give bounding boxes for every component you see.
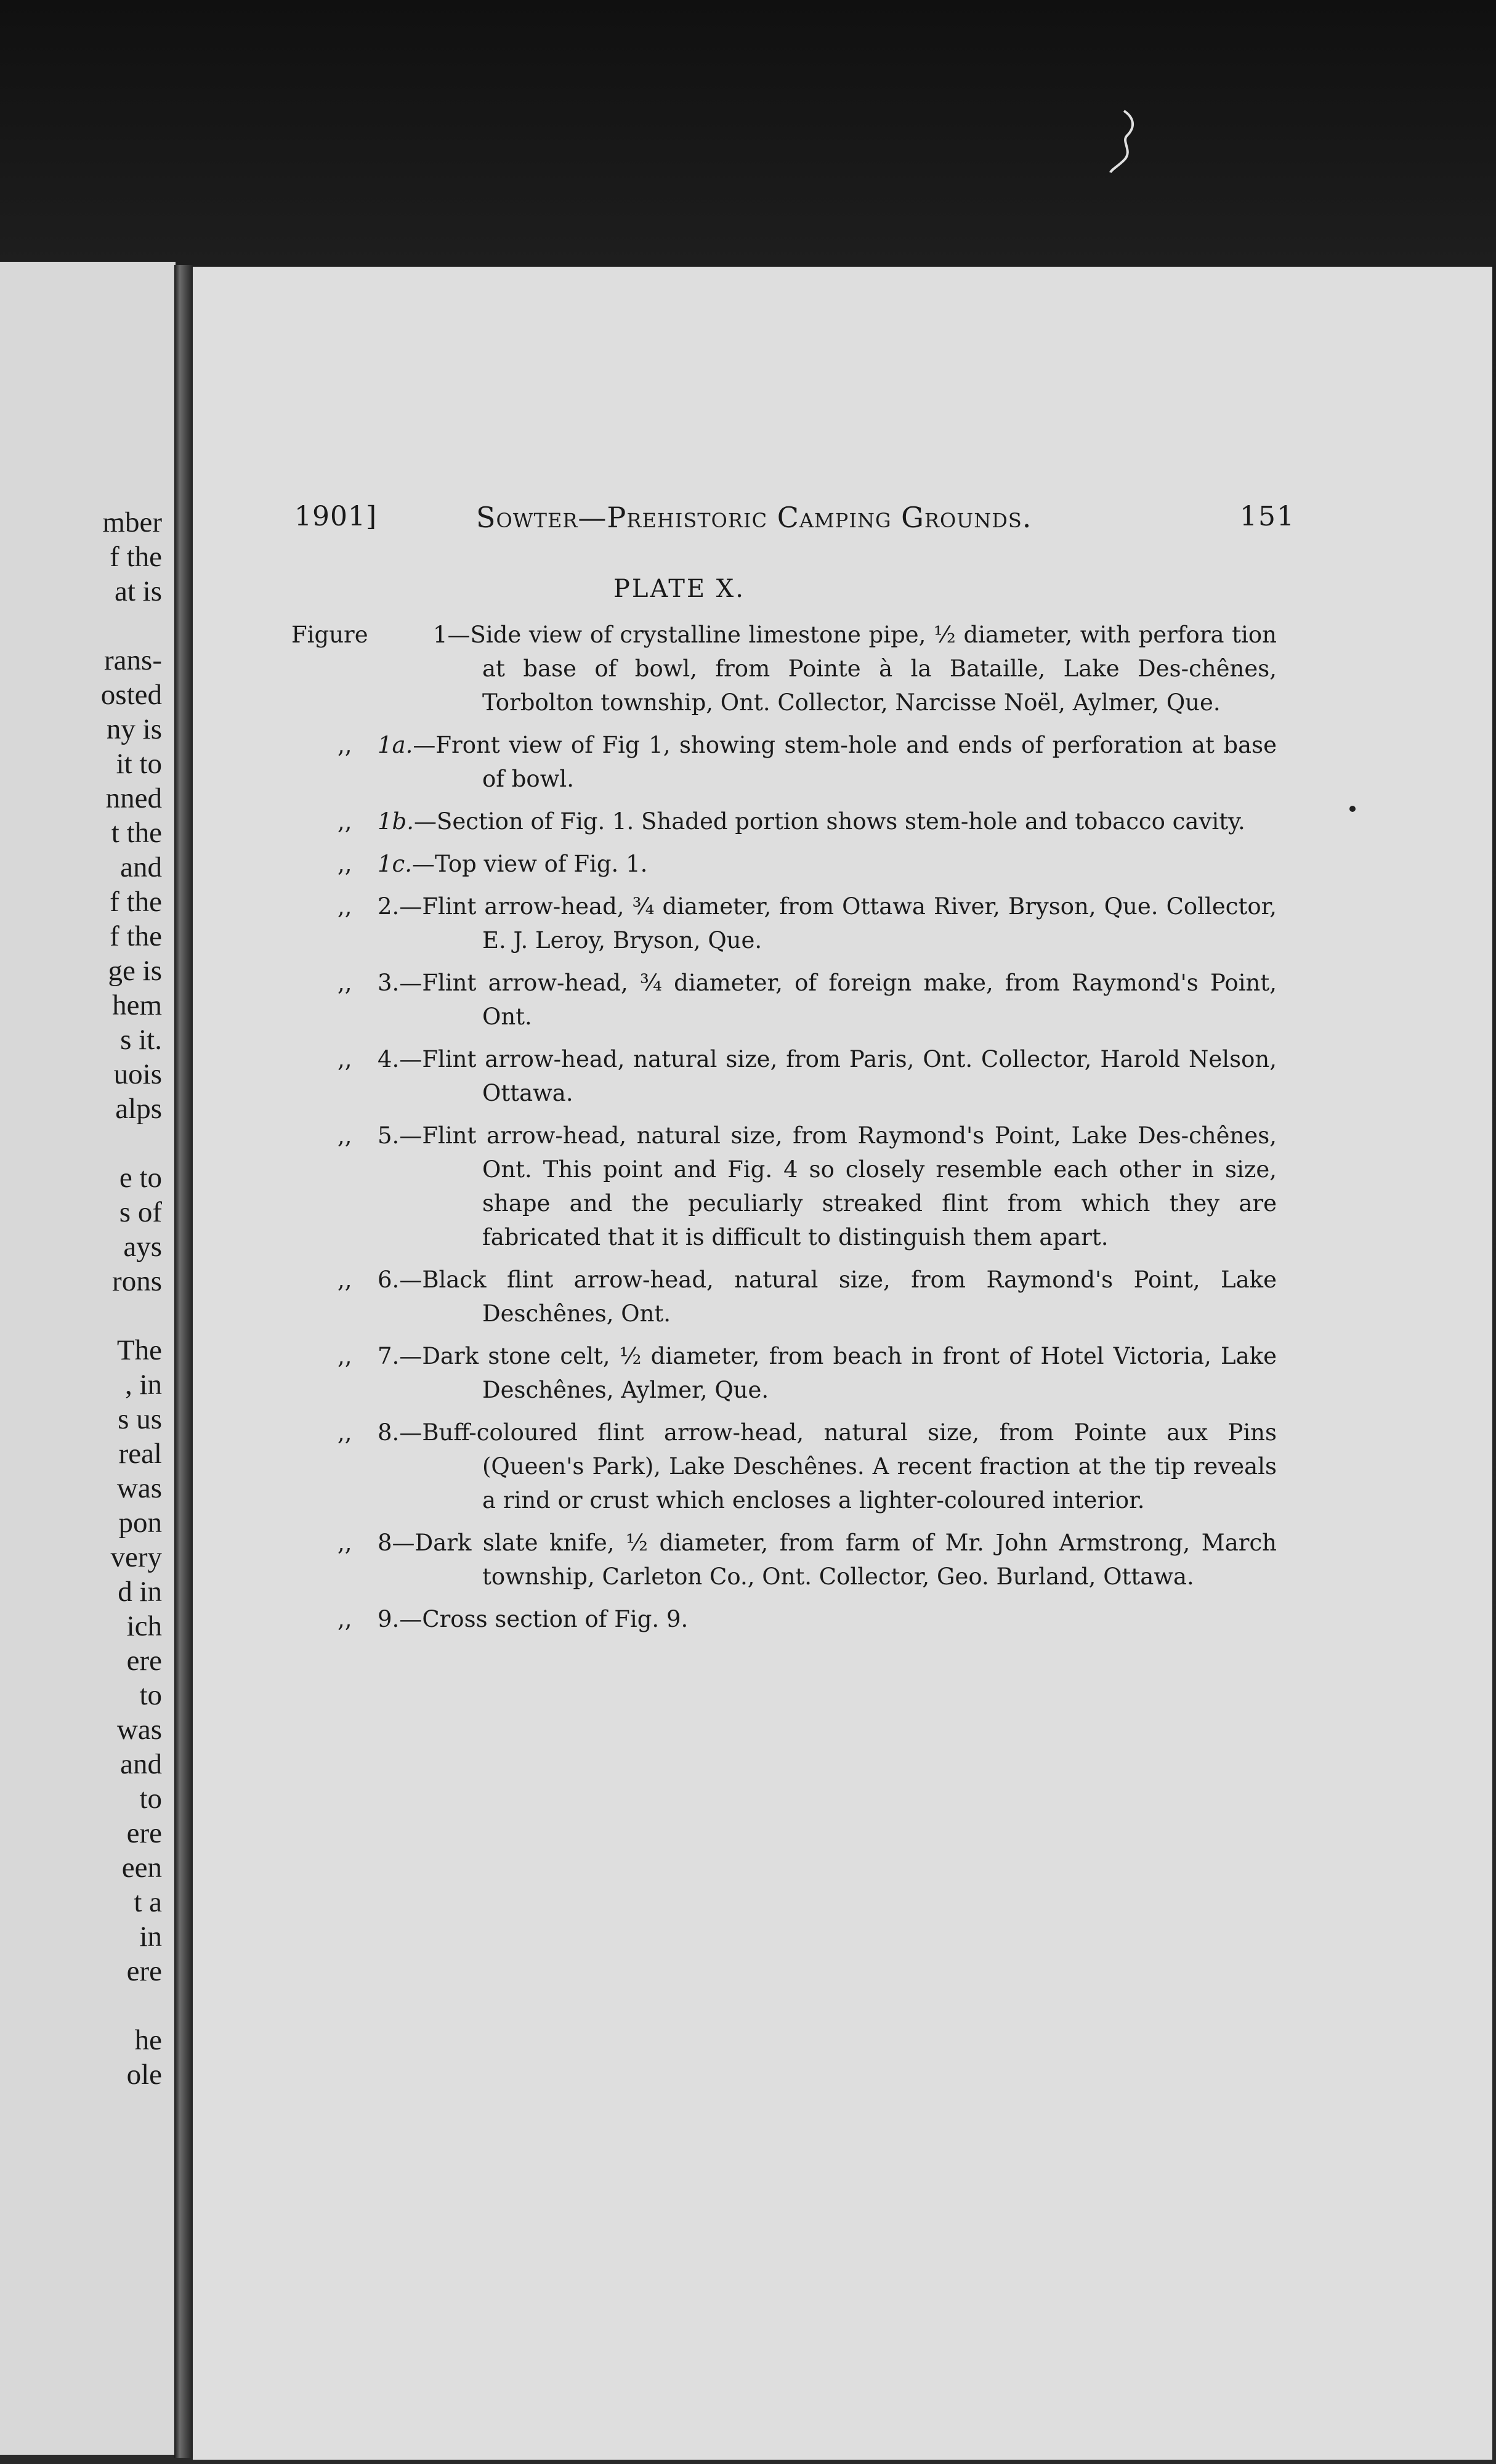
previous-page-fragment — [0, 262, 176, 2455]
figure-entry — [291, 1526, 1277, 1594]
figure-number: 9. — [378, 1606, 400, 1632]
left-page-line: ny is — [106, 713, 162, 745]
figure-entry — [291, 1602, 1277, 1636]
figure-number: 4. — [378, 1046, 400, 1072]
left-page-line: mber — [102, 506, 162, 538]
left-page-line: ere — [126, 1955, 162, 1987]
left-page-line: it to — [116, 748, 162, 780]
ditto-mark: ,, — [338, 1419, 352, 1446]
figure-text: —Front view of Fig 1, showing stem-hole and ends of perforation at base of bowl. — [413, 732, 1277, 792]
figure-number: 1a. — [378, 732, 413, 758]
figure-text: —Flint arrow-head, natural size, from Raymond's Point, Lake Des-chênes, Ont. This point and Fig. 4 so closely resemble each other in size, shape and the peculiarly streaked flint from which they are fabricated that it is difficult to distinguish them apart. — [399, 1122, 1277, 1250]
figure-entry — [291, 804, 1277, 838]
left-page-line: and — [120, 851, 162, 883]
ditto-mark: ,, — [338, 851, 352, 877]
plate-heading: PLATE X. — [613, 575, 745, 603]
left-page-line: ich — [126, 1610, 162, 1642]
figure-text: —Flint arrow-head, ¾ diameter, of foreign make, from Raymond's Point, Ont. — [399, 970, 1277, 1030]
left-page-line: s of — [119, 1196, 162, 1228]
left-page-line: ays — [123, 1231, 162, 1263]
left-page-line: rons — [112, 1265, 162, 1297]
figure-entry — [291, 728, 1277, 796]
left-page-line: s it. — [120, 1024, 162, 1056]
ink-speck — [1349, 806, 1356, 812]
figure-text: —Side view of crystalline limestone pipe, ½ diameter, with perfora tion at base of bowl, from Pointe à la Bataille, Lake Des-chênes, Torbolton township, Ont. Collector, Narcisse Noël, Aylmer, Que. — [447, 622, 1277, 716]
ditto-mark: ,, — [338, 1343, 352, 1369]
figure-number: 6. — [378, 1266, 400, 1293]
figure-number: 1 — [433, 622, 448, 648]
ditto-mark: ,, — [338, 1046, 352, 1072]
left-page-line: hem — [112, 989, 162, 1021]
left-page-line: t a — [134, 1886, 162, 1918]
figure-number: 8. — [378, 1419, 400, 1446]
figure-entry — [291, 847, 1277, 881]
figure-lead-word: Figure — [291, 622, 368, 648]
figure-description — [291, 804, 1277, 838]
figure-description — [291, 1526, 1277, 1594]
book-page — [193, 267, 1492, 2460]
left-page-line: d in — [118, 1576, 162, 1608]
running-head — [294, 501, 1295, 538]
book-gutter — [174, 265, 193, 2458]
figure-description — [291, 890, 1277, 957]
left-page-line: he — [134, 2024, 162, 2056]
figure-text: —Dark stone celt, ½ diameter, from beach in front of Hotel Victoria, Lake Deschênes, Aylmer, Que. — [399, 1343, 1277, 1403]
figure-text: —Cross section of Fig. 9. — [399, 1606, 689, 1632]
running-head-title: Sowter—Prehistoric Camping Grounds. — [476, 501, 1032, 534]
figure-entry — [291, 1339, 1277, 1407]
plate-figure-list — [291, 618, 1277, 1645]
figure-number: 5. — [378, 1122, 400, 1149]
ditto-mark: ,, — [338, 1266, 352, 1293]
figure-description — [291, 1119, 1277, 1254]
left-page-line: was — [116, 1714, 162, 1746]
figure-text: —Top view of Fig. 1. — [412, 851, 648, 877]
figure-entry — [291, 1119, 1277, 1254]
figure-description — [291, 847, 1277, 881]
figure-number: 1b. — [378, 808, 414, 835]
ditto-mark: ,, — [338, 1606, 352, 1632]
figure-description — [291, 966, 1277, 1034]
left-page-line: to — [139, 1783, 162, 1815]
page-number: 151 — [1240, 501, 1295, 532]
figure-text: —Black flint arrow-head, natural size, from Raymond's Point, Lake Deschênes, Ont. — [399, 1266, 1277, 1327]
figure-number: 8 — [378, 1530, 392, 1556]
figure-number: 7. — [378, 1343, 400, 1369]
left-page-line: een — [121, 1852, 162, 1884]
figure-description — [291, 1602, 1277, 1636]
figure-entry — [291, 618, 1277, 719]
figure-description — [291, 1339, 1277, 1407]
left-page-line: ere — [126, 1817, 162, 1849]
left-page-line: nned — [105, 782, 162, 814]
figure-number: 3. — [378, 970, 400, 996]
figure-description — [291, 728, 1277, 796]
left-page-line: e to — [119, 1162, 162, 1194]
left-page-line: real — [118, 1438, 162, 1470]
ditto-mark: ,, — [338, 893, 352, 920]
figure-description — [291, 1042, 1277, 1110]
figure-text: —Buff-coloured flint arrow-head, natural size, from Pointe aux Pins (Queen's Park), Lake Deschênes. A recent fraction at the tip reveals a rind or crust which encloses a lighter-coloured interior. — [399, 1419, 1277, 1514]
figure-description — [291, 618, 1277, 719]
left-page-line: f the — [110, 920, 162, 952]
figure-number: 1c. — [378, 851, 413, 877]
ditto-mark: ,, — [338, 732, 352, 758]
left-page-line: , in — [124, 1369, 162, 1401]
figure-text: —Section of Fig. 1. Shaded portion shows stem-hole and tobacco cavity. — [414, 808, 1245, 835]
figure-entry — [291, 1416, 1277, 1517]
left-page-line: t the — [111, 817, 162, 849]
left-page-line: rans- — [104, 644, 162, 676]
ditto-mark: ,, — [338, 1122, 352, 1149]
ditto-mark: ,, — [338, 808, 352, 835]
left-page-line: s us — [118, 1403, 162, 1435]
figure-entry — [291, 1263, 1277, 1331]
left-page-line: f the — [110, 541, 162, 573]
hair-mark — [1106, 108, 1142, 176]
left-page-line: osted — [100, 679, 162, 711]
figure-entry — [291, 1042, 1277, 1110]
left-page-line: uois — [113, 1058, 162, 1090]
figure-entry — [291, 890, 1277, 957]
figure-number: 2. — [378, 893, 400, 920]
left-page-line: ole — [126, 2059, 162, 2091]
running-head-year: 1901] — [294, 501, 378, 532]
left-page-line: in — [139, 1921, 162, 1953]
figure-entry — [291, 966, 1277, 1034]
left-page-line: f the — [110, 886, 162, 918]
left-page-line: pon — [118, 1507, 162, 1539]
figure-description — [291, 1263, 1277, 1331]
figure-text: —Flint arrow-head, ¾ diameter, from Ottawa River, Bryson, Que. Collector, E. J. Leroy, Bryson, Que. — [399, 893, 1277, 954]
left-page-line: ge is — [108, 955, 162, 987]
left-page-line: alps — [115, 1093, 162, 1125]
left-page-line: ere — [126, 1645, 162, 1677]
ditto-mark: ,, — [338, 970, 352, 996]
left-page-line: and — [120, 1748, 162, 1780]
left-page-line: was — [116, 1472, 162, 1504]
left-page-line: at is — [114, 575, 162, 607]
left-page-line: very — [110, 1541, 162, 1573]
left-page-line: The — [116, 1334, 162, 1366]
left-page-line: to — [139, 1679, 162, 1711]
ditto-mark: ,, — [338, 1530, 352, 1556]
figure-text: —Flint arrow-head, natural size, from Paris, Ont. Collector, Harold Nelson, Ottawa. — [399, 1046, 1277, 1106]
figure-description — [291, 1416, 1277, 1517]
figure-text: —Dark slate knife, ½ diameter, from farm of Mr. John Armstrong, March township, Carleton Co., Ont. Collector, Geo. Burland, Ottawa. — [392, 1530, 1277, 1590]
